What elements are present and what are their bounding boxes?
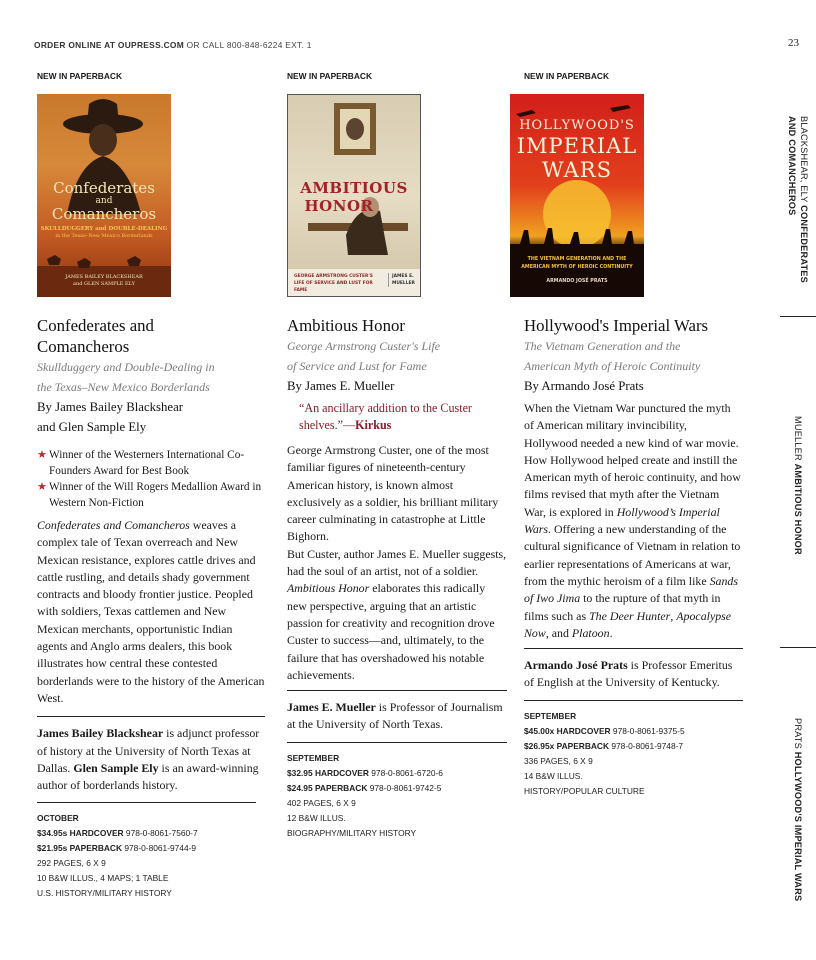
book-title-line: Hollywood's Imperial Wars	[524, 316, 709, 335]
hardcover-price: $34.95s HARDCOVER	[37, 828, 124, 839]
order-phone: OR CALL 800-848-6224 EXT. 1	[184, 40, 312, 50]
author-name: Armando José Prats	[524, 658, 628, 673]
award-text: Winner of the Will Rogers Medallion Award in Western Non-Fiction	[49, 481, 262, 509]
book-author	[37, 397, 265, 437]
order-info	[34, 40, 312, 50]
book-subtitle-line: The Vietnam Generation and the	[524, 339, 681, 353]
hardcover-isbn: 978-0-8061-7560-7	[123, 828, 198, 839]
new-in-paperback-badge: NEW IN PAPERBACK	[287, 71, 372, 81]
book-subtitle-line: American Myth of Heroic Continuity	[524, 359, 701, 373]
description-text: When the Vietnam War punctured the myth of American military invincibility, Hollywood needed a new kind of war movie. How Hollywood helped create and instill the American myth of heroic continuity, and how films revised that myth after the Vietnam War, is explored in	[524, 401, 741, 519]
paperback-isbn: 978-0-8061-9742-5	[367, 782, 442, 793]
cover-title-line: HOLLYWOOD'S	[519, 118, 635, 133]
pub-month: OCTOBER	[37, 813, 79, 824]
author-name: James Bailey Blackshear	[37, 726, 164, 741]
paperback-isbn: 978-0-8061-9748-7	[609, 740, 684, 751]
book-cover-ambitious-honor	[287, 94, 421, 297]
book-cover-hollywoods-imperial-wars	[510, 94, 644, 297]
bio-text: is adjunct professor of history at the University of North Texas at Dallas.	[37, 726, 260, 775]
hardcover-isbn: 978-0-8061-9375-5	[610, 725, 685, 736]
book-subtitle-line: Skullduggery and Double-Dealing in	[37, 360, 215, 374]
award-item	[37, 479, 265, 511]
book-specs	[287, 751, 507, 841]
book-title-italic: Ambitious Honor	[287, 581, 370, 596]
award-item	[37, 447, 265, 479]
book-subtitle	[524, 336, 743, 376]
description-text: George Armstrong Custer, one of the most familiar figures of nineteenth-century American history, is known almost exclusively as a soldier, his brilliant military career culminating in catastrophe at Little Bighorn.	[287, 443, 499, 544]
description-text: ,	[670, 608, 677, 623]
film-title-italic: Platoon	[571, 625, 610, 640]
page-number: 23	[788, 37, 799, 49]
book-author-line: By James E. Mueller	[287, 379, 395, 393]
illustrations: 10 B&W ILLUS., 4 MAPS; 1 TABLE	[37, 873, 169, 884]
page-count: 292 PAGES, 6 X 9	[37, 858, 106, 869]
side-tab-confederates[interactable]	[786, 116, 810, 283]
cover-subtitle: SKULLDUGGERY and DOUBLE-DEALING	[40, 226, 168, 232]
bio-text: is an award-winning author of borderlands history.	[37, 760, 259, 793]
author-name: James E. Mueller	[287, 700, 376, 715]
book-subtitle	[37, 357, 265, 397]
pub-month: SEPTEMBER	[524, 710, 577, 721]
paperback-isbn: 978-0-8061-9744-9	[122, 843, 197, 854]
cover-title-line: HONOR	[304, 197, 374, 215]
cover-title-line: Comancheros	[51, 205, 157, 223]
page-count: 336 PAGES, 6 X 9	[524, 755, 593, 766]
divider	[37, 802, 256, 803]
film-title-italic: Hollywood’s Imperial Wars	[524, 504, 720, 537]
author-bio	[524, 657, 743, 692]
description-text: . Offering a new understanding of the cultural significance of Vietnam in relation to earlier representations of Americans at war, from the mythic heroism of a film like	[524, 522, 741, 588]
description-text: weaves a complex tale of Texan overreach and New Mexican resistance, explores cattle drives and cattle rustling, and details shady government contracts and bloody frontier justice. Peopled with soldiers, Texas cattlemen and New Mexican merchants, opportunistic Indian agents and Anglo arms dealers, this book illustrates how central these contested borderlands were to the history of the American West.	[37, 518, 265, 705]
book-author-line: By Armando José Prats	[524, 379, 644, 393]
cover-author: ARMANDO JOSÉ PRATS	[546, 279, 608, 284]
film-title-italic: Sands of Iwo Jima	[524, 573, 739, 606]
book-cover-confederates	[37, 94, 171, 297]
divider	[287, 742, 507, 743]
pub-month: SEPTEMBER	[287, 752, 340, 763]
side-tab-authors: BLACKSHEAR, ELY	[799, 116, 809, 206]
book-title-line: Confederates and	[37, 316, 154, 335]
description-text: , and	[545, 625, 572, 640]
subject: HISTORY/POPULAR CULTURE	[524, 785, 645, 796]
description-text: elaborates this radically new perspective, arguing that an artistic passion for creativity and recognition drove Custer to success—and, ultimately, to the failure that has overshadowed his notable achievements.	[287, 581, 495, 682]
divider	[524, 648, 743, 649]
book-description	[524, 400, 743, 642]
cover-author: and GLEN SAMPLE ELY	[73, 281, 135, 287]
subject: U.S. HISTORY/MILITARY HISTORY	[37, 888, 172, 899]
hardcover-isbn: 978-0-8061-6720-6	[368, 767, 443, 778]
side-tab-title: AND COMANCHEROS	[787, 116, 797, 216]
author-bio	[37, 725, 265, 794]
book-title	[524, 315, 743, 336]
side-tab-divider	[780, 647, 816, 648]
cover-subtitle: LIFE OF SERVICE AND LUST FOR FAME	[294, 281, 373, 293]
page-count: 402 PAGES, 6 X 9	[287, 797, 356, 808]
book-description	[287, 442, 507, 684]
star-icon: ★	[37, 481, 47, 493]
cover-author: JAMES BAILEY BLACKSHEAR	[65, 274, 143, 280]
book-specs	[524, 709, 743, 799]
book-subtitle	[287, 336, 507, 376]
side-tab-title: AMBITIOUS HONOR	[793, 463, 803, 555]
description-text: But Custer, author James E. Mueller suggests, had the soul of an artist, not of a soldier.	[287, 546, 507, 579]
cover-subtitle: THE VIETNAM GENERATION AND THE	[527, 257, 627, 262]
side-tab-hollywoods-imperial-wars[interactable]	[792, 718, 804, 901]
paperback-price: $26.95x PAPERBACK	[524, 740, 610, 751]
description-text: .	[609, 625, 613, 640]
book-author	[524, 376, 743, 396]
cover-subtitle: in the Texas–New Mexico Borderlands	[55, 233, 153, 239]
book-description	[37, 517, 265, 707]
cover-subtitle: AMERICAN MYTH OF HEROIC CONTINUITY	[521, 265, 633, 270]
star-icon: ★	[37, 449, 47, 461]
new-in-paperback-badge: NEW IN PAPERBACK	[37, 71, 122, 81]
book-author	[287, 376, 507, 396]
book-title	[287, 315, 507, 336]
book-title-line: Ambitious Honor	[287, 316, 405, 335]
hardcover-price: $45.00x HARDCOVER	[524, 725, 611, 736]
bio-text: is Professor Emeritus of English at the University of Kentucky.	[524, 658, 733, 690]
cover-title-line: and	[95, 196, 113, 206]
author-bio	[287, 699, 507, 734]
awards-list	[37, 447, 265, 511]
cover-title-line: AMBITIOUS	[300, 179, 408, 197]
description-text: to the rupture of that myth in films such as	[524, 591, 721, 623]
bio-text: is Professor of Journalism at the University of North Texas.	[287, 700, 503, 732]
divider	[37, 716, 265, 717]
book-subtitle-line: George Armstrong Custer's Life	[287, 339, 441, 353]
review-quote	[299, 400, 507, 434]
cover-author: MUELLER	[392, 281, 415, 286]
book-title	[37, 315, 265, 357]
cover-subtitle: GEORGE ARMSTRONG CUSTER'S	[294, 274, 373, 279]
illustrations: 12 B&W ILLUS.	[287, 812, 346, 823]
book-column-confederates	[37, 70, 265, 901]
quote-source: Kirkus	[355, 418, 392, 432]
author-name: Glen Sample Ely	[73, 760, 159, 775]
book-title-line: Comancheros	[37, 337, 130, 356]
subject: BIOGRAPHY/MILITARY HISTORY	[287, 827, 417, 838]
book-column-hollywoods-imperial-wars	[516, 70, 743, 799]
book-author-line: By James Bailey Blackshear	[37, 400, 184, 414]
film-title-italic: Apocalypse Now	[524, 608, 732, 640]
quote-text: “An ancillary addition to the Custer shelves.”—	[299, 401, 472, 432]
cover-title-line: IMPERIAL	[516, 134, 638, 158]
side-tab-title: HOLLYWOOD'S IMPERIAL WARS	[793, 751, 803, 902]
side-tab-divider	[780, 316, 816, 317]
book-author-line: and Glen Sample Ely	[37, 420, 147, 434]
paperback-price: $24.95 PAPERBACK	[287, 782, 368, 793]
new-in-paperback-badge: NEW IN PAPERBACK	[524, 71, 609, 81]
award-text: Winner of the Westerners International Co-Founders Award for Best Book	[49, 449, 245, 477]
book-subtitle-line: the Texas–New Mexico Borderlands	[37, 380, 210, 394]
paperback-price: $21.95s PAPERBACK	[37, 843, 123, 854]
side-tab-ambitious-honor[interactable]	[792, 416, 804, 555]
hardcover-price: $32.95 HARDCOVER	[287, 767, 369, 778]
book-title-italic: Confederates and Comancheros	[37, 518, 190, 532]
side-tab-authors: PRATS	[793, 718, 803, 752]
side-tab-title: CONFEDERATES	[799, 205, 809, 283]
side-tab-authors: MUELLER	[793, 416, 803, 464]
cover-title-line: WARS	[542, 158, 612, 182]
cover-title-line: Confederates	[53, 179, 155, 197]
book-column-ambitious-honor	[287, 70, 507, 841]
order-online-label: ORDER ONLINE AT OUPRESS.COM	[34, 40, 185, 50]
cover-author: JAMES E.	[392, 274, 414, 279]
book-specs	[37, 811, 265, 901]
divider	[287, 690, 507, 691]
book-subtitle-line: of Service and Lust for Fame	[287, 359, 427, 373]
illustrations: 14 B&W ILLUS.	[524, 770, 583, 781]
film-title-italic: The Deer Hunter	[589, 608, 671, 623]
divider	[524, 700, 743, 701]
